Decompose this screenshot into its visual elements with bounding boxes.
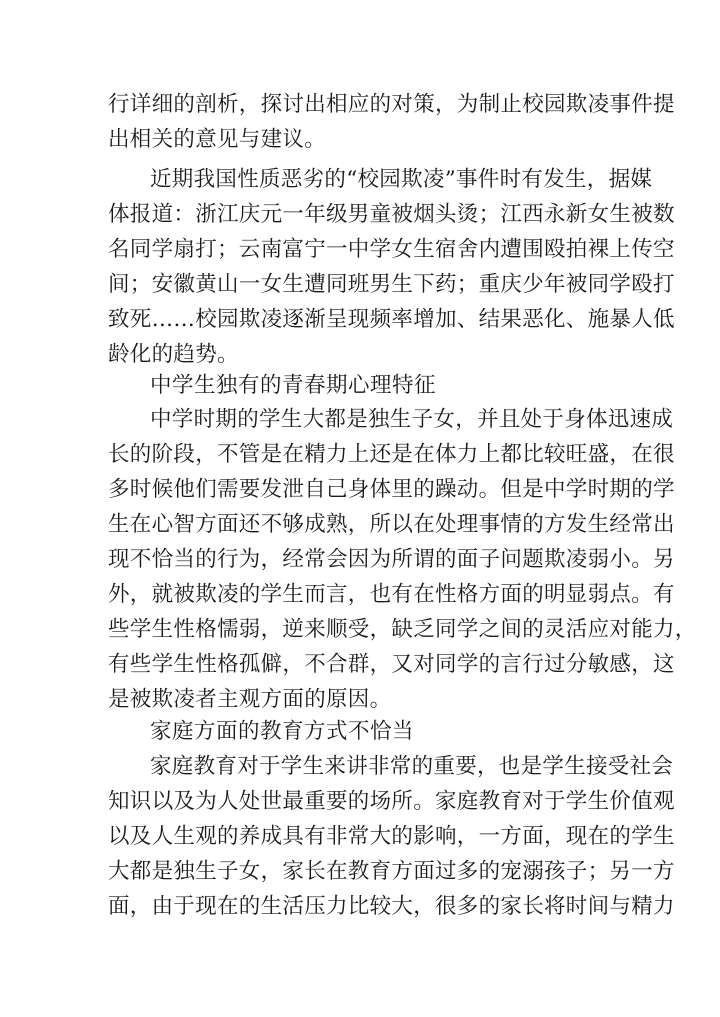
text-line: 名同学扇打；云南富宁一中学女生宿舍内遭围殴拍裸上传空 <box>108 237 675 262</box>
text-line: 有些学生性格孤僻，不合群，又对同学的言行过分敏感，这 <box>108 652 675 677</box>
text-line: 出相关的意见与建议。 <box>108 127 327 152</box>
text-line: 生在心智方面还不够成熟，所以在处理事情的方发生经常出 <box>108 512 675 537</box>
text-line: 知识以及为人处世最重要的场所。家庭教育对于学生价值观 <box>108 789 675 814</box>
section-heading: 家庭方面的教育方式不恰当 <box>150 719 415 744</box>
text-line: 外，就被欺凌的学生而言，也有在性格方面的明显弱点。有 <box>108 582 675 607</box>
paragraph-first-line: 家庭教育对于学生来讲非常的重要，也是学生接受社会 <box>150 754 674 779</box>
text-line: 多时候他们需要发泄自己身体里的躁动。但是中学时期的学 <box>108 477 675 502</box>
text-line: 行详细的剖析，探讨出相应的对策，为制止校园欺凌事件提 <box>108 92 675 117</box>
section-heading: 中学生独有的青春期心理特征 <box>150 373 437 398</box>
paragraph-first-line: 近期我国性质恶劣的“校园欺凌”事件时有发生，据媒 <box>150 167 653 192</box>
text-line: 面，由于现在的生活压力比较大，很多的家长将时间与精力 <box>108 894 675 919</box>
text-line: 大都是独生子女，家长在教育方面过多的宠溺孩子；另一方 <box>108 859 675 884</box>
text-line: 体报道：浙江庆元一年级男童被烟头烫；江西永新女生被数 <box>108 202 675 227</box>
text-line: 是被欺凌者主观方面的原因。 <box>108 687 392 712</box>
text-line: 长的阶段，不管是在精力上还是在体力上都比较旺盛，在很 <box>108 442 675 467</box>
text-line: 龄化的趋势。 <box>108 342 239 367</box>
text-line: 现不恰当的行为，经常会因为所谓的面子问题欺凌弱小。另 <box>108 547 675 572</box>
text-line: 间；安徽黄山一女生遭同班男生下药；重庆少年被同学殴打 <box>108 272 675 297</box>
text-line: 致死……校园欺凌逐渐呈现频率增加、结果恶化、施暴人低 <box>108 307 675 332</box>
text-line: 以及人生观的养成具有非常大的影响，一方面，现在的学生 <box>108 824 675 849</box>
text-line: 些学生性格懦弱，逆来顺受，缺乏同学之间的灵活应对能力， <box>108 617 697 642</box>
paragraph-first-line: 中学时期的学生大都是独生子女，并且处于身体迅速成 <box>150 407 674 432</box>
